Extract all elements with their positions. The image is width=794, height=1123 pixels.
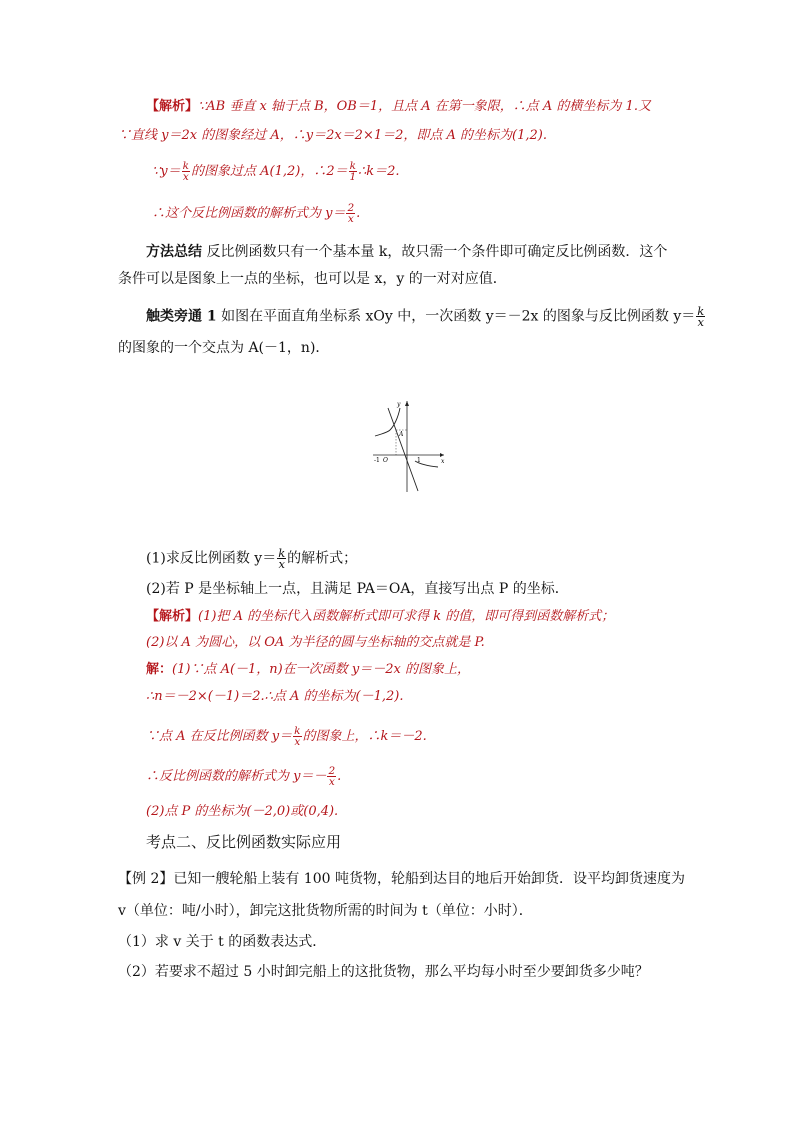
ex1-line-2: ∵直线 y＝2x 的图象经过 A，∴y＝2x＝2×1＝2，即点 A 的坐标为(1,2). [118,128,547,143]
summary-label: 方法总结 [146,244,202,260]
practice-line-2: 的图象的一个交点为 A(－1，n)． [118,340,330,356]
practice-label: 触类旁通 1 [146,308,217,325]
label-point-a: A [399,431,404,438]
analysis-tag: 【解析】 [146,99,199,114]
ex2-line-4: （2）若要求不超过 5 小时卸完船上的这批货物，那么平均每小时至少要卸货多少吨？ [118,964,649,980]
function-graph-figure [370,396,448,494]
answer-line-6: ∴反比例函数的解析式为 y＝－ $\frac{2}{x}$ . [146,765,342,788]
ex1-line-3: ∵y＝ $\frac{k}{x}$ 的图象过点 A(1,2)，∴2＝ $\frac{k}{1}$ ∴k＝2. [152,160,400,183]
answer-line-2: (2)以 A 为圆心，以 OA 为半径的圆与坐标轴的交点就是 P. [146,635,485,650]
line-y-neg2x [388,408,418,491]
summary-line-1: 方法总结 反比例函数只有一个基本量 k，故只需一个条件即可确定反比例函数．这个 [146,244,668,260]
question-1: (1)求反比例函数 y＝ $\frac{k}{x}$ 的解析式； [146,546,358,571]
ex2-line-3: （1）求 v 关于 t 的函数表达式． [118,934,327,950]
fraction-k-over-x: $\frac{k}{x}$ [697,304,705,329]
solution-tag: 解： [146,662,173,677]
answer-line-7: (2)点 P 的坐标为(－2,0)或(0,4). [146,804,339,819]
fraction-2-over-x: $\frac{2}{x}$ [347,202,355,225]
answer-line-4: ∴n＝－2×(－1)＝2.∴点 A 的坐标为(－1,2). [146,689,404,704]
label-y: y [397,401,401,408]
x-axis-arrow [440,453,444,457]
ex1-line-1: 【解析】∵AB 垂直 x 轴于点 B，OB＝1，且点 A 在第一象限，∴点 A 的横坐标为 1.又 [146,99,651,114]
fraction-k-over-x: $\frac{k}{x}$ [182,160,189,183]
label-1: 1 [417,457,421,464]
answer-line-1: 【解析】(1)把 A 的坐标代入函数解析式即可求得 k 的值，即可得到函数解析式； [146,609,615,624]
label-neg1: -1 [374,457,380,464]
ex1-line-4: ∴这个反比例函数的解析式为 y＝ $\frac{2}{x}$ . [152,202,361,225]
answer-line-3: 解：(1)∵点 A(－1，n)在一次函数 y＝－2x 的图象上， [146,662,470,677]
practice-line-1: 触类旁通 1 如图在平面直角坐标系 xOy 中，一次函数 y＝－2x 的图象与反比例函数 y＝ $\frac{k}{x}$ [146,304,705,329]
example-2-tag: 【例 2】 [118,871,174,887]
question-2: (2)若 P 是坐标轴上一点，且满足 PA＝OA，直接写出点 P 的坐标． [146,581,569,597]
analysis-tag: 【解析】 [146,609,199,624]
ex2-line-2: v（单位：吨/小时），卸完这批货物所需的时间为 t（单位：小时）． [118,903,533,919]
summary-line-2: 条件可以是图象上一点的坐标，也可以是 x，y 的一对对应值． [118,271,507,287]
fraction-k-over-1: $\frac{k}{1}$ [349,160,357,183]
fraction-k-over-x: $\frac{k}{x}$ [294,725,301,748]
ex2-line-1: 【例 2】已知一艘轮船上装有 100 吨货物，轮船到达目的地后开始卸货．设平均卸货速度为 [118,871,685,887]
fraction-k-over-x: $\frac{k}{x}$ [278,546,286,571]
label-origin: O [383,457,388,464]
fraction-2-over-x: $\frac{2}{x}$ [328,765,336,788]
y-axis-arrow [405,401,409,406]
answer-line-5: ∵点 A 在反比例函数 y＝ $\frac{k}{x}$ 的图象上，∴k＝－2. [146,725,427,748]
label-x: x [441,458,445,465]
section-title: 考点二、反比例函数实际应用 [146,833,342,851]
